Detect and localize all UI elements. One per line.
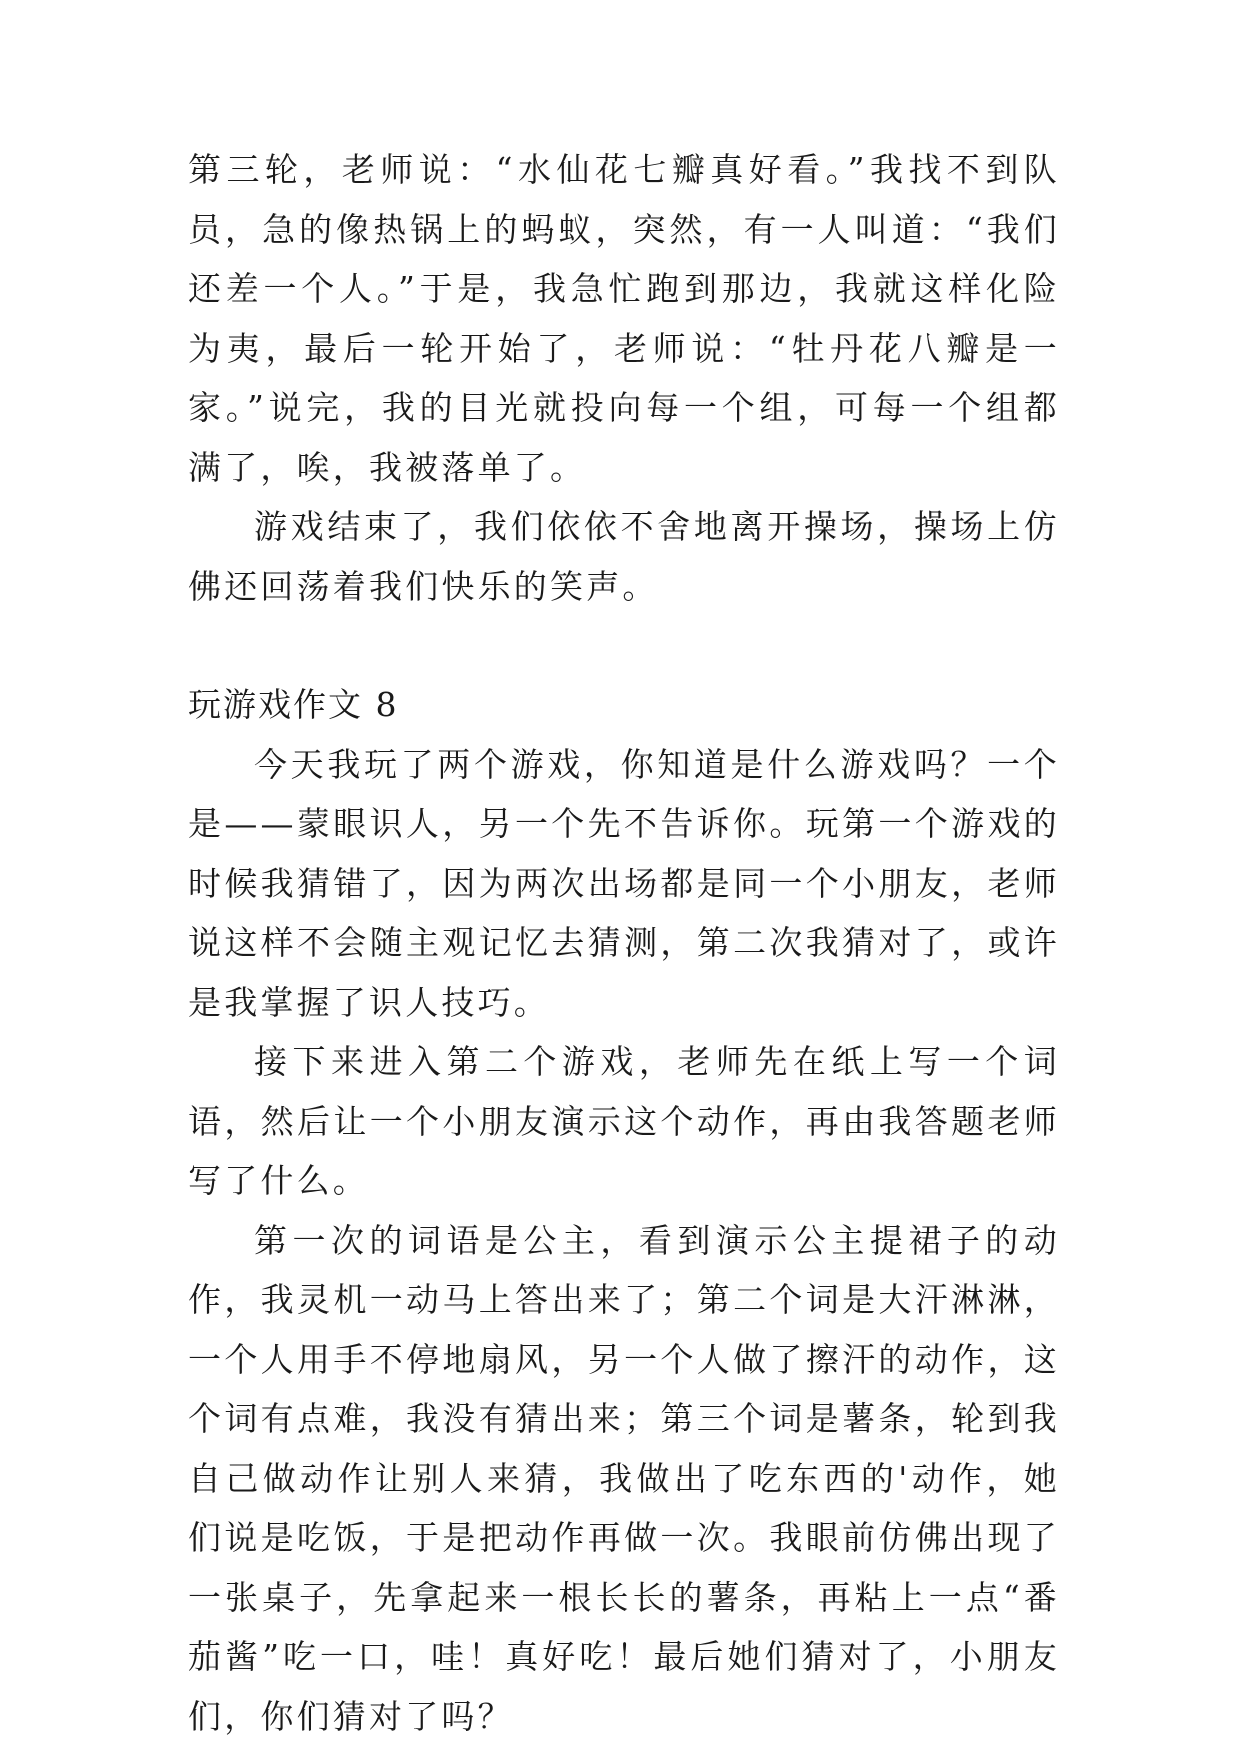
document-page — [188, 140, 1060, 1746]
section-title: 玩游戏作文 8 — [188, 685, 399, 724]
paragraph-game-end: 游戏结束了，我们依依不舍地离开操场，操场上仿佛还回荡着我们快乐的笑声。 — [188, 507, 1060, 606]
paragraph: 第一次的词语是公主，看到演示公主提裙子的动作，我灵机一动马上答出来了；第二个词是大汗淋淋，一个人用手不停地扇风，另一个人做了擦汗的动作，这个词有点难，我没有猜出来；第三个词是薯条，轮到我自己做动作让别人来猜，我做出了吃东西的'动作，她们说是吃饭，于是把动作再做一次。我眼前仿佛出现了一张桌子，先拿起来一根长长的薯条，再粘上一点“番茄酱”吃一口，哇！真好吃！最后她们猜对了，小朋友们，你们猜对了吗？ — [188, 1220, 1060, 1736]
paragraph: 接下来进入第二个游戏，老师先在纸上写一个词语，然后让一个小朋友演示这个动作，再由我答题老师写了什么。 — [188, 1042, 1060, 1200]
paragraph: 今天我玩了两个游戏，你知道是什么游戏吗？一个是——蒙眼识人，另一个先不告诉你。玩第一个游戏的时候我猜错了，因为两次出场都是同一个小朋友，老师说这样不会随主观记忆去猜测，第二次我猜对了，或许是我掌握了识人技巧。 — [188, 744, 1060, 1022]
section-spacer — [188, 616, 1060, 675]
paragraph-continued: 第三轮，老师说：“水仙花七瓣真好看。”我找不到队员，急的像热锅上的蚂蚁，突然，有一人叫道：“我们还差一个人。”于是，我急忙跑到那边，我就这样化险为夷，最后一轮开始了，老师说：“牡丹花八瓣是一家。”说完，我的目光就投向每一个组，可每一个组都满了，唉，我被落单了。 — [188, 150, 1060, 487]
